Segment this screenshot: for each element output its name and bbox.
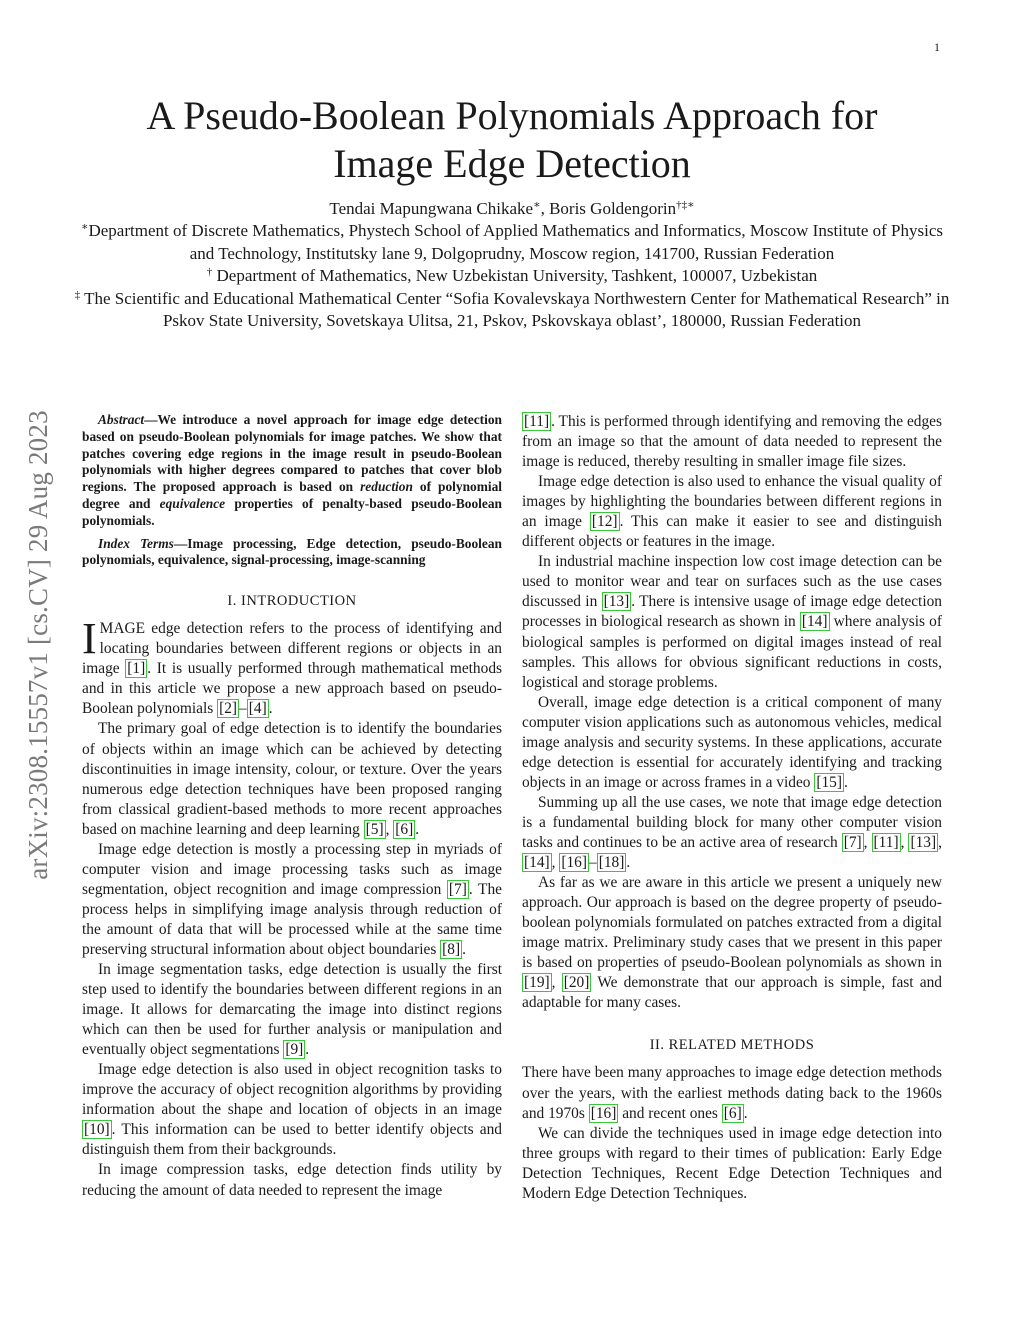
citation-link[interactable]: [5] — [365, 820, 384, 838]
section-title: NTRODUCTION — [246, 593, 357, 610]
section-heading-introduction — [82, 591, 502, 611]
affiliation-mark: ‡ — [74, 288, 81, 301]
section-initial: R — [668, 1037, 679, 1054]
citation-link[interactable]: [11] — [873, 833, 899, 851]
paragraph-text: We can divide the techniques used in image edge detection into three groups with regard to their times of publication: Early Edge Detection Techniques, Recent Edge Detection Techniques and Modern Edge Detection Techniques. — [522, 1124, 942, 1202]
title-line-1: A Pseudo-Boolean Polynomials Approach for — [146, 93, 878, 138]
citation-link[interactable]: [16] — [561, 854, 588, 872]
paragraph-text: . — [743, 1104, 748, 1122]
author-list — [80, 198, 944, 220]
abstract-dash: — — [144, 412, 158, 427]
citation-link[interactable]: [7] — [843, 833, 862, 851]
paragraph-text: In industrial machine inspection low cost image detection can be used to monitor wear and tear on surfaces such as the use cases discussed in — [522, 553, 942, 611]
paragraph-text: – — [239, 700, 247, 718]
abstract-emphasis: reduction — [360, 479, 413, 495]
section-title: ELATED METHODS — [678, 1037, 815, 1054]
paragraph-text: In image segmentation tasks, edge detection is usually the first step used to identify the boundaries between different regions in an image. It allows for demarcating the image into distinct regions which can then be used for further analysis or manipulation and eventually object segmentations — [82, 961, 502, 1059]
affiliation — [70, 220, 954, 265]
drop-cap: I — [82, 614, 97, 664]
index-terms-text: Image processing, Edge detection, pseudo-Boolean polynomials, equivalence, signal-processing, image-scanning — [82, 535, 502, 568]
citation-link[interactable]: [15] — [816, 773, 842, 791]
index-terms — [82, 536, 502, 570]
paragraph-text: and recent ones — [618, 1104, 722, 1122]
citation-link[interactable]: [6] — [395, 820, 414, 838]
paragraph-text: , — [938, 833, 942, 851]
paragraph — [82, 614, 503, 719]
paragraph-text: . — [268, 700, 273, 718]
citation-link[interactable]: [7] — [448, 880, 467, 898]
paragraph-text: , — [385, 820, 394, 838]
index-terms-label: Index Terms — [98, 535, 174, 551]
affiliation-text: Department of Mathematics, New Uzbekistan University, Tashkent, 100007, Uzbekistan — [212, 266, 818, 285]
paragraph-text: . This information can be used to better identify objects and distinguish them from their backgrounds. — [82, 1121, 502, 1159]
citation-link[interactable]: [9] — [285, 1041, 304, 1059]
citation-link[interactable]: [14] — [801, 613, 828, 631]
paragraph-text: Overall, image edge detection is a critical component of many computer vision applications such as autonomous vehicles, medical image analysis and security systems. In these applications, accurate edge detection is essential for accurately identifying and tracking objects in an image or across frames in a video — [522, 693, 942, 791]
title-line-2: Image Edge Detection — [333, 141, 691, 186]
affiliations — [70, 220, 954, 333]
paragraph-text: Image edge detection is also used in object recognition tasks to improve the accuracy of object recognition algorithms by providing information about the shape and location of objects in an image — [82, 1061, 502, 1119]
paragraph — [522, 1124, 942, 1204]
author-name: Tendai Mapungwana Chikake — [329, 199, 534, 218]
paragraph — [82, 1160, 502, 1200]
paragraph — [522, 873, 942, 1013]
paragraph-text: . — [305, 1041, 310, 1059]
section-numeral: II. — [649, 1037, 669, 1054]
page-number: 1 — [934, 40, 940, 54]
paragraph-text: , — [863, 833, 872, 851]
affiliation — [70, 265, 954, 288]
arxiv-identifier-stamp: arXiv:2308.15557v1 [cs.CV] 29 Aug 2023 — [23, 410, 53, 880]
paragraph-text: . — [626, 854, 631, 872]
citation-link[interactable]: [11] — [524, 413, 550, 430]
paragraph-text: , — [551, 854, 560, 872]
paragraph-text: , — [551, 974, 562, 992]
affiliation-mark: † — [206, 266, 213, 278]
paragraph-text: . It is usually performed through mathematical methods and in this article we propose a new approach based on pseudo-Boolean polynomials — [82, 660, 503, 718]
paragraph — [522, 412, 942, 472]
citation-link[interactable]: [1] — [127, 660, 146, 678]
paragraph — [82, 840, 502, 960]
citation-link[interactable]: [16] — [590, 1104, 617, 1122]
abstract-text: of polynomial degree and — [82, 479, 502, 511]
abstract-label: Abstract — [98, 412, 145, 427]
abstract-emphasis: equivalence — [159, 495, 226, 511]
paragraph — [82, 1060, 502, 1160]
citation-link[interactable]: [13] — [910, 833, 937, 851]
citation-link[interactable]: [10] — [84, 1121, 110, 1139]
abstract-text: We introduce a novel approach for image edge detection based on pseudo-Boolean polynomials for image patches. We show that patches covering edge regions in the image result in pseudo-Boolean polynomials with higher degrees compared to patches that cover blob regions. The proposed approach is based on — [82, 412, 502, 495]
paragraph — [522, 552, 942, 692]
citation-link[interactable]: [4] — [248, 700, 267, 718]
citation-link[interactable]: [13] — [603, 593, 630, 611]
paragraph-text: . The process helps in simplifying image analysis through reduction of the amount of data that will be processed while at the same time preserving structural information about object boundaries — [82, 880, 502, 958]
right-column — [522, 412, 942, 1204]
paragraph — [82, 960, 502, 1060]
index-terms-dash: — — [173, 535, 188, 551]
affiliation-text: Department of Discrete Mathematics, Phystech School of Applied Mathematics and Informatics, Moscow Institute of Physics and Technology, Institutsky lane 9, Dolgoprudny, Moscow region, 141700, Russian Federation — [88, 221, 944, 263]
author-separator: , — [540, 199, 550, 218]
paragraph-text: – — [589, 854, 597, 872]
paragraph — [522, 1063, 942, 1123]
section-initial: I — [241, 593, 247, 610]
paragraph-text: MAGE edge detection refers to the process of identifying and locating boundaries between different regions or objects in an image — [82, 620, 502, 678]
section-heading-related-methods — [522, 1035, 942, 1055]
paragraph-text: Image edge detection is mostly a processing step in myriads of computer vision and image processing tasks such as image segmentation, object recognition and image compression — [82, 840, 502, 898]
paragraph — [522, 693, 942, 793]
left-column — [82, 412, 502, 1201]
paragraph-text: . — [843, 773, 848, 791]
paragraph — [522, 472, 942, 552]
author-mark: ∗ — [533, 199, 541, 211]
citation-link[interactable]: [14] — [524, 854, 550, 872]
paragraph-text: where analysis of biological samples is performed on digital images instead of real samples. This allows for obvious significant reductions in costs, logistical and storage problems. — [522, 613, 942, 691]
paragraph-text: , — [900, 833, 909, 851]
citation-link[interactable]: [20] — [563, 974, 590, 992]
citation-link[interactable]: [18] — [598, 854, 625, 872]
paragraph-text: The primary goal of edge detection is to identify the boundaries of objects within an image which can be achieved by detecting discontinuities in image intensity, colour, or texture. Over the years numerous edge detection techniques have been proposed ranging from classical gradient-based methods to more recent approaches based on machine learning and deep learning — [82, 720, 502, 838]
paragraph-text: . This is performed through identifying and removing the edges from an image so that the amount of data needed to represent the image is reduced, thereby resulting in smaller image file sizes. — [522, 413, 942, 471]
citation-link[interactable]: [12] — [591, 513, 618, 531]
affiliation-text: The Scientific and Educational Mathematical Center “Sofia Kovalevskaya Northwestern Center for Mathematical Research” in Pskov State University, Sovetskaya Ulitsa, 21, Pskov, Pskovskaya oblast’, 180000, Russian Federation — [80, 288, 950, 330]
paragraph-text: As far as we are aware in this article we present a uniquely new approach. Our approach is based on the degree property of pseudo-boolean polynomials formulated on patches extracted from a digital image matrix. Preliminary study cases that we present in this paper is based on properties of pseudo-Boolean polynomials as shown in — [522, 874, 942, 972]
section-numeral: I. — [227, 593, 242, 610]
affiliation-mark: ∗ — [80, 221, 89, 233]
paragraph-text: There have been many approaches to image edge detection methods over the years, with the earliest methods dating back to the 1960s and 1970s — [522, 1064, 942, 1122]
paragraph-text: . — [462, 940, 466, 958]
citation-link[interactable]: [19] — [524, 974, 550, 992]
paragraph-text: . This can make it easier to see and distinguish different objects or features in the image. — [522, 513, 942, 551]
author-name: Boris Goldengorin — [549, 199, 677, 218]
author-mark: †‡∗ — [676, 199, 695, 211]
affiliation — [70, 288, 954, 333]
abstract — [82, 412, 502, 530]
paragraph-text: We demonstrate that our approach is simple, fast and adaptable for many cases. — [522, 974, 942, 1012]
paragraph-text: In image compression tasks, edge detection finds utility by reducing the amount of data needed to represent the image — [82, 1161, 502, 1199]
citation-link[interactable]: [8] — [442, 940, 461, 958]
paper-title — [80, 92, 944, 188]
abstract-text: properties of penalty-based pseudo-Boolean polynomials. — [82, 495, 502, 528]
citation-link[interactable]: [6] — [723, 1104, 742, 1122]
paragraph — [522, 793, 942, 873]
paragraph-text: . — [415, 820, 420, 838]
paragraph-text: . There is intensive usage of image edge detection processes in biological research as shown in — [522, 593, 942, 631]
paragraph-text: Image edge detection is also used to enhance the visual quality of images by highlighting the boundaries between different regions in an image — [522, 473, 942, 531]
paragraph-text: Summing up all the use cases, we note that image edge detection is a fundamental building block for many other computer vision tasks and continues to be an active area of research — [522, 793, 942, 851]
citation-link[interactable]: [2] — [219, 700, 238, 718]
paragraph — [82, 719, 502, 839]
